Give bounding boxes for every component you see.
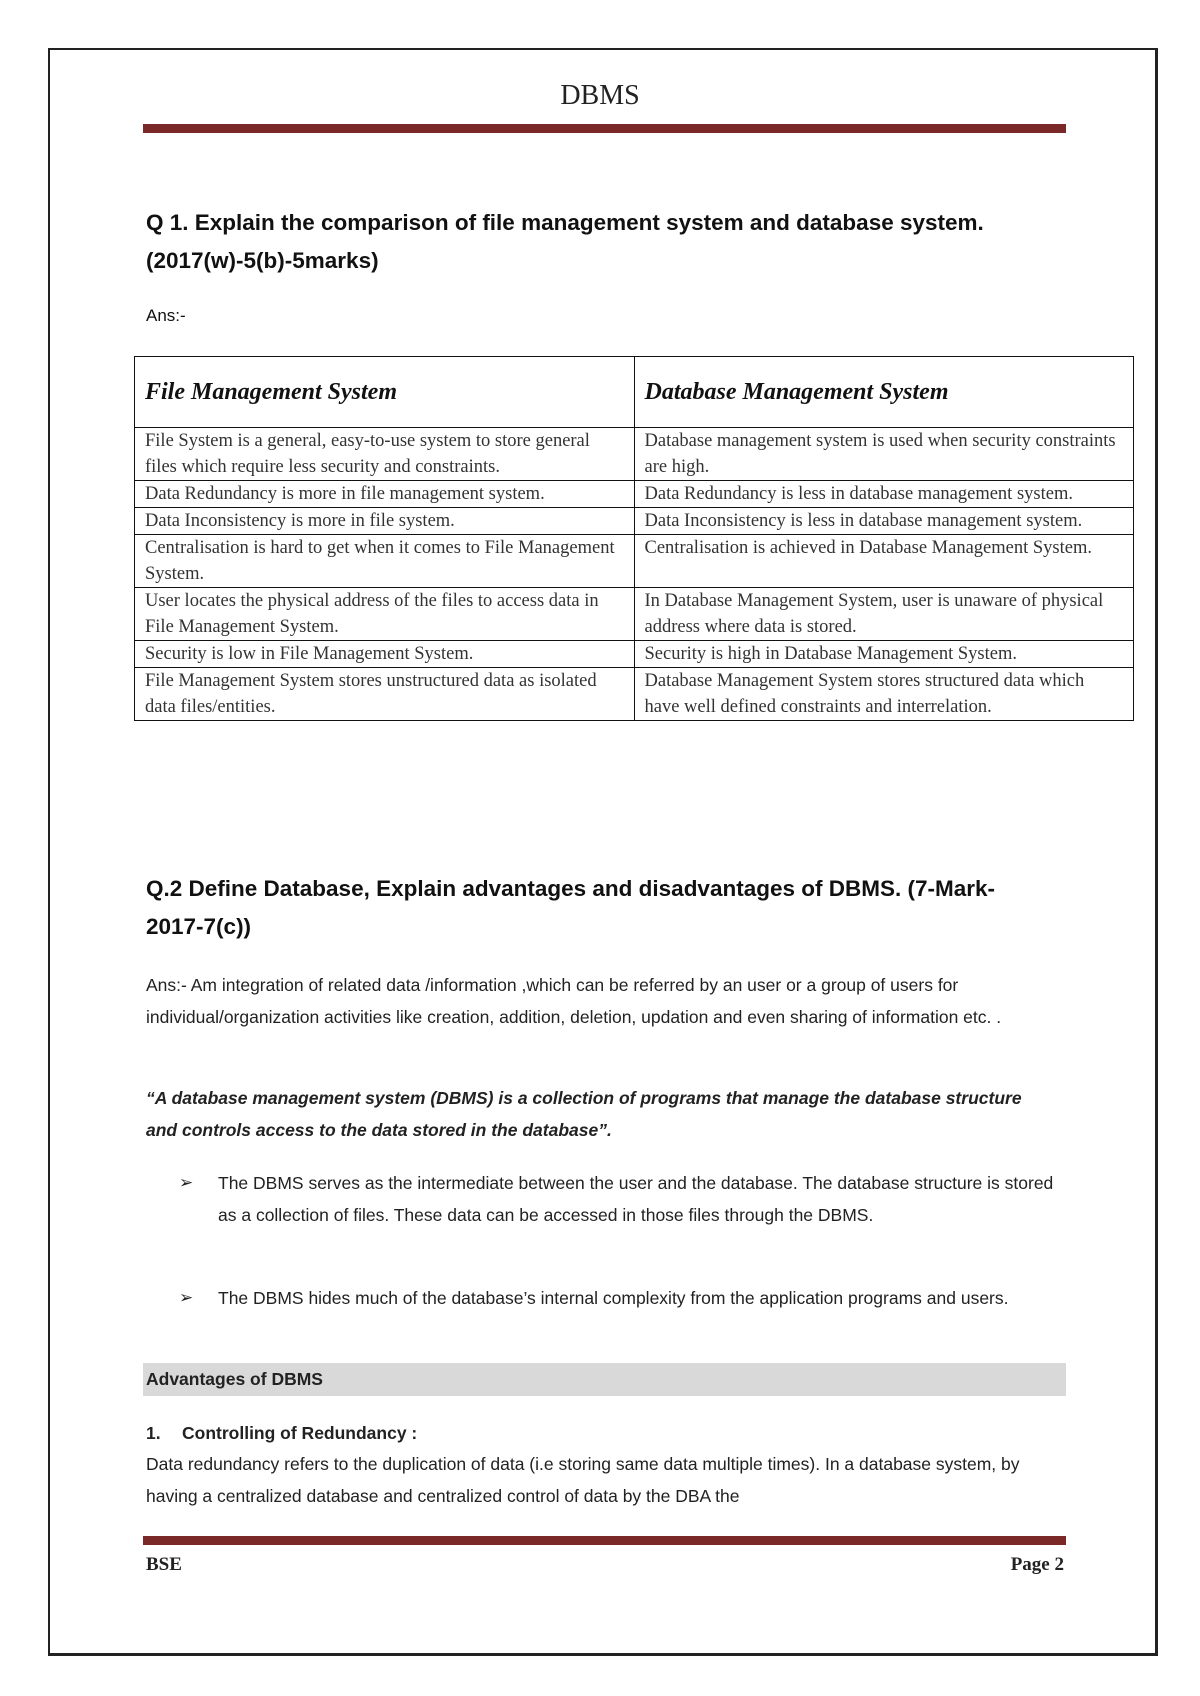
table-row: [135, 588, 1134, 641]
advantage-item-text: Data redundancy refers to the duplication of data (i.e storing same data multiple times). In a database system, by having a centralized database and centralized control of data by the DBA the: [146, 1454, 1020, 1506]
advantage-item-number: 1.: [146, 1423, 161, 1443]
answer-2-paragraph: Ans:- Am integration of related data /information ,which can be referred by an user or a group of users for individual/organization activities like creation, addition, deletion, updation and even sharing of information etc. .: [146, 975, 1002, 1027]
advantage-item-title: Controlling of Redundancy :: [182, 1423, 418, 1443]
table-row: [135, 508, 1134, 535]
comparison-table: [134, 356, 1134, 721]
page-header-title: DBMS: [560, 80, 640, 111]
footer-left-text: BSE: [146, 1554, 182, 1575]
advantages-heading-bar: [143, 1363, 1066, 1396]
table-cell: File System is a general, easy-to-use system to store general files which require less security and constraints.: [135, 428, 635, 481]
advantage-item-heading: [146, 1418, 417, 1448]
bullet-text: The DBMS serves as the intermediate between the user and the database. The database structure is stored as a collection of files. These data can be accessed in those files through the DBMS.: [218, 1173, 1054, 1225]
table-cell: Data Inconsistency is less in database management system.: [634, 508, 1134, 535]
table-row: [135, 481, 1134, 508]
table-cell: User locates the physical address of the files to access data in File Management System.: [135, 588, 635, 641]
arrow-bullet-icon: ➢: [179, 1288, 194, 1307]
table-cell: Data Redundancy is more in file management system.: [135, 481, 635, 508]
table-cell: Data Redundancy is less in database management system.: [634, 481, 1134, 508]
table-cell: Security is high in Database Management System.: [634, 641, 1134, 668]
table-cell: In Database Management System, user is unaware of physical address where data is stored.: [634, 588, 1134, 641]
table-row: [135, 535, 1134, 588]
dbms-definition-quote: “A database management system (DBMS) is a collection of programs that manage the database structure and controls access to the data stored in the database”.: [146, 1088, 1022, 1140]
table-row: [135, 428, 1134, 481]
table-cell: Data Inconsistency is more in file system.: [135, 508, 635, 535]
page-number: Page 2: [1010, 1554, 1064, 1575]
table-row: [135, 641, 1134, 668]
table-header-row: [135, 357, 1134, 428]
bullet-item: [179, 1282, 1062, 1314]
table-row: [135, 668, 1134, 721]
table-cell: File Management System stores unstructured data as isolated data files/entities.: [135, 668, 635, 721]
footer-rule: [143, 1536, 1066, 1545]
bullet-item: [179, 1167, 1062, 1231]
question-1-heading: Q 1. Explain the comparison of file management system and database system. (2017(w)-5(b)-5marks): [146, 210, 984, 273]
bullet-text: The DBMS hides much of the database’s internal complexity from the application programs and users.: [218, 1288, 1009, 1308]
table-cell: Database Management System stores structured data which have well defined constraints and interrelation.: [634, 668, 1134, 721]
table-header-dbms: Database Management System: [634, 357, 1134, 428]
advantages-heading: Advantages of DBMS: [146, 1369, 323, 1389]
answer-1-label: Ans:-: [146, 306, 186, 325]
question-2-heading: Q.2 Define Database, Explain advantages and disadvantages of DBMS. (7-Mark-2017-7(c)): [146, 876, 995, 939]
table-header-file-system: File Management System: [135, 357, 635, 428]
header-rule: [143, 124, 1066, 133]
table-cell: Database management system is used when security constraints are high.: [634, 428, 1134, 481]
page-border: [48, 48, 1158, 1656]
table-cell: Centralisation is achieved in Database Management System.: [634, 535, 1134, 588]
table-cell: Security is low in File Management System.: [135, 641, 635, 668]
table-cell: Centralisation is hard to get when it comes to File Management System.: [135, 535, 635, 588]
arrow-bullet-icon: ➢: [179, 1173, 194, 1192]
